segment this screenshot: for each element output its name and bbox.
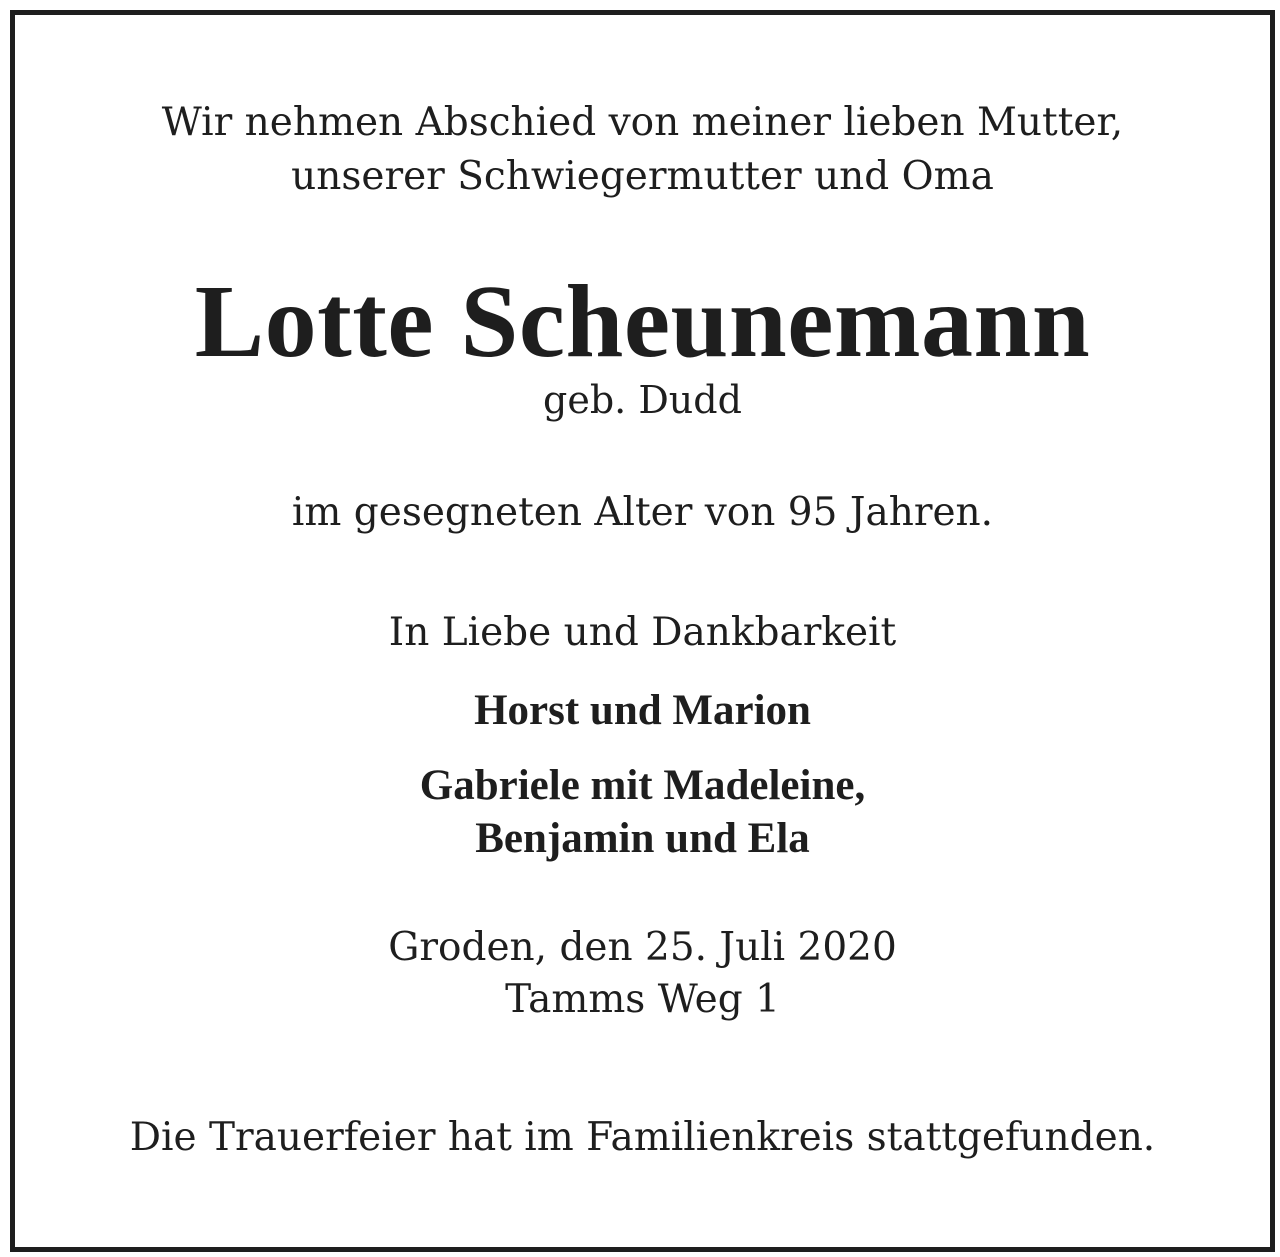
intro-line-1: Wir nehmen Abschied von meiner lieben Mutter, <box>161 100 1124 145</box>
mourner-name: Horst und Marion <box>474 687 811 734</box>
age-text: im gesegneten Alter von 95 Jahren. <box>291 490 994 535</box>
maiden-name: geb. Dudd <box>543 378 742 422</box>
address-line: Tamms Weg 1 <box>505 977 780 1022</box>
deceased-name: Lotte Scheunemann <box>194 264 1091 379</box>
mourner-name: Gabriele mit Madeleine, <box>419 762 866 809</box>
place-date-line: Groden, den 25. Juli 2020 <box>388 925 897 970</box>
intro-line-2: unserer Schwiegermutter und Oma <box>291 154 994 199</box>
closing-line: Die Trauerfeier hat im Familienkreis stattgefunden. <box>129 1115 1156 1160</box>
obituary-notice <box>10 10 1275 1252</box>
mourners-intro: In Liebe und Dankbarkeit <box>388 610 897 655</box>
mourner-name: Benjamin und Ela <box>475 815 810 862</box>
